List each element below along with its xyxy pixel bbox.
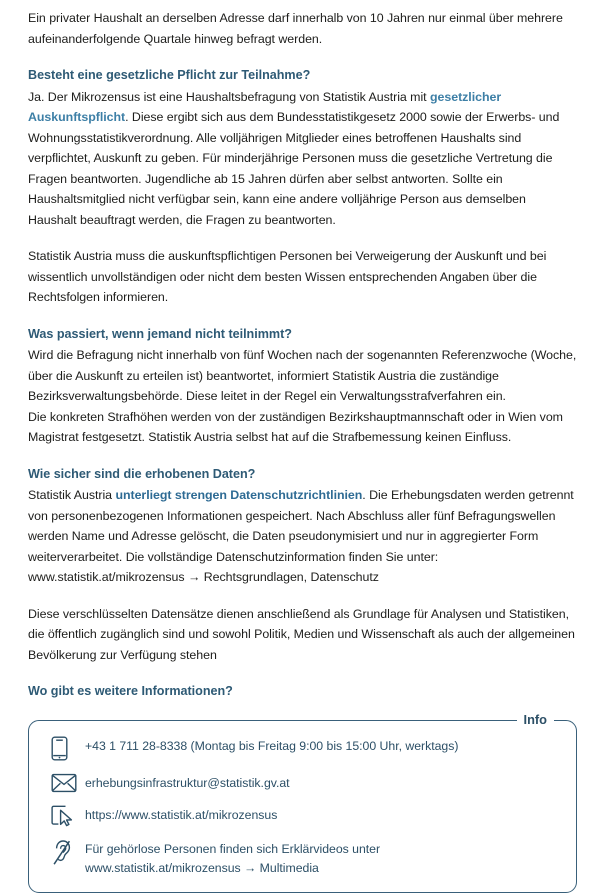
info-box-legend: Info [517, 712, 554, 728]
section-2-paragraph-2: Die konkreten Strafhöhen werden von der zuständigen Bezirkshauptmannschaft oder in Wien vom Magistrat festgesetzt. Statistik Austria selbst hat auf die Strafbemessung keinen Einfluss. [28, 409, 563, 444]
info-row-email [45, 772, 560, 793]
info-email-text[interactable]: erhebungsinfrastruktur@statistik.gv.at [85, 775, 290, 790]
info-deaf-videos-text [85, 838, 380, 878]
section-1-text-b: . Diese ergibt sich aus dem Bundesstatistikgesetz 2000 sowie der Erwerbs- und Wohnungsstatistikverordnung. Alle volljährigen Mitglieder eines betroffenen Haushalts sind verpflichtet, Auskunft zu geben. Für minderjährige Personen muss die gesetzliche Vertretung die Fragen beantworten. Jugendliche ab 15 Jahren dürfen aber selbst antworten. Sollte ein Haushaltsmitglied nicht verfügbar sein, kann eine andere volljährige Person aus demselben Haushalt beauftragt werden, die Fragen zu beantworten. [28, 110, 560, 227]
section-heading-teilnahmepflicht: Besteht eine gesetzliche Pflicht zur Teilnahme? [28, 68, 311, 82]
section-1-paragraph-1 [28, 87, 577, 231]
section-heading-weitere-informationen: Wo gibt es weitere Informationen? [28, 684, 233, 698]
section-3-paragraph-2: Diese verschlüsselten Datensätze dienen anschließend als Grundlage für Analysen und Statistiken, die öffentlich zugänglich sind und sowohl Politik, Medien und Wissenschaft als auch der allgemeinen Bevölkerung zur Verfügung stehen [28, 606, 575, 662]
deaf-ear-icon [45, 838, 85, 866]
section-3-text-a: Statistik Austria [28, 488, 116, 502]
link-datenschutzrichtlinien[interactable]: unterliegt strengen Datenschutzrichtlinien [115, 488, 363, 502]
section-heading-nichtteilnahme: Was passiert, wenn jemand nicht teilnimmt? [28, 326, 292, 341]
section-3-text-b: . Die Erhebungsdaten werden getrennt von personenbezogenen Informationen gespeichert. Nach Abschluss aller fünf Befragungswellen werden Name und Adresse gelöscht, die Daten pseudonymisiert und nur in aggregierter Form weiterverarbeitet. Die vollständige Datenschutzinformation finden Sie unter: www.statistik.at/mikrozensus → Rechtsgrundlagen, Datenschutz [28, 488, 574, 584]
info-phone-text: +43 1 711 28-8338 (Montag bis Freitag 9:00 bis 15:00 Uhr, werktags) [85, 738, 459, 753]
info-row-phone [45, 735, 560, 761]
section-1-text-a: Ja. Der Mikrozensus ist eine Haushaltsbefragung von Statistik Austria mit [28, 89, 430, 104]
section-heading-datensicherheit: Wie sicher sind die erhobenen Daten? [28, 466, 256, 481]
info-row-deaf-videos [45, 838, 560, 878]
section-1-paragraph-2: Statistik Austria muss die auskunftspflichtigen Personen bei Verweigerung der Auskunft und bei wissentlich unvollständigen oder nicht dem besten Wissen entsprechenden Angaben über die Rechtsfolgen informieren. [28, 249, 547, 304]
info-deaf-videos-line-1: Für gehörlose Personen finden sich Erklärvideos unter [85, 841, 381, 856]
cursor-click-icon [45, 804, 85, 827]
info-row-website [45, 804, 560, 827]
envelope-icon [45, 772, 85, 793]
mobile-phone-icon [45, 735, 85, 761]
info-box [28, 711, 577, 893]
info-website-text[interactable]: https://www.statistik.at/mikrozensus [85, 807, 278, 822]
section-3-paragraph-1 [28, 485, 577, 588]
link-gesetzliche-auskunftspflicht[interactable]: gesetzlicher Auskunftspflicht [28, 89, 502, 124]
info-deaf-videos-line-2[interactable]: www.statistik.at/mikrozensus → Multimedia [85, 860, 319, 875]
section-2-paragraph-1: Wird die Befragung nicht innerhalb von fünf Wochen nach der sogenannten Referenzwoche (Woche, über die Auskunft zu erteilen ist) beantwortet, informiert Statistik Austria die zuständige Bezirksverwaltungsbehörde. Diese leitet in der Regel ein Verwaltungsstrafverfahren ein. [28, 348, 577, 403]
intro-paragraph: Ein privater Haushalt an derselben Adresse darf innerhalb von 10 Jahren nur einmal über mehrere aufeinanderfolgende Quartale hinweg befragt werden. [28, 11, 563, 46]
